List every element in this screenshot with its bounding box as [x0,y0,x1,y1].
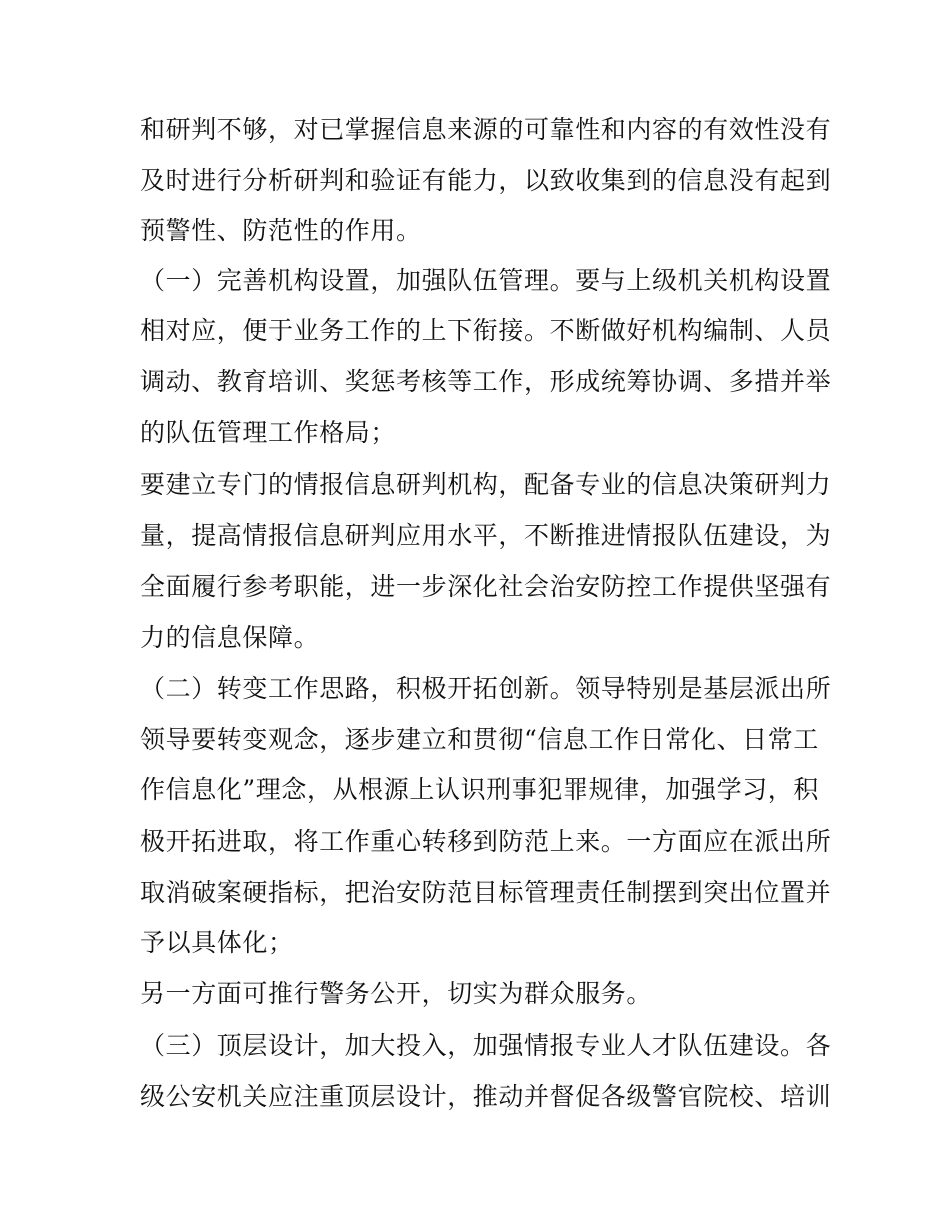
text-line: 预警性、防范性的作用。 [140,216,422,245]
section-heading-line: （二）转变工作思路，积极开拓创新。领导特别是基层派出所 [140,674,832,703]
text-line: 要建立专门的情报信息研判机构，配备专业的信息决策研判力 [140,470,832,499]
text-line: 领导要转变观念，逐步建立和贯彻“信息工作日常化、日常工 [140,725,819,754]
text-line: 极开拓进取，将工作重心转移到防范上来。一方面应在派出所 [140,827,832,856]
text-line: 力的信息保障。 [140,623,320,652]
text-line: 作信息化”理念，从根源上认识刑事犯罪规律，加强学习，积 [140,775,819,804]
text-line: 调动、教育培训、奖惩考核等工作，形成统筹协调、多措并举 [140,367,832,396]
text-line: 量，提高情报信息研判应用水平，不断推进情报队伍建设，为 [140,521,832,550]
section-heading-line: （一）完善机构设置，加强队伍管理。要与上级机关机构设置 [140,266,832,295]
text-line: 级公安机关应注重顶层设计，推动并督促各级警官院校、培训 [140,1082,832,1111]
text-line: 相对应，便于业务工作的上下衔接。不断做好机构编制、人员 [140,316,832,345]
text-line: 和研判不够，对已掌握信息来源的可靠性和内容的有效性没有 [140,115,832,144]
section-heading-line: （三）顶层设计，加大投入，加强情报专业人才队伍建设。各 [140,1031,832,1060]
text-line: 的队伍管理工作格局； [140,418,397,447]
text-line: 取消破案硬指标，把治安防范目标管理责任制摆到突出位置并 [140,878,832,907]
text-line: 予以具体化； [140,928,294,957]
text-line: 另一方面可推行警务公开，切实为群众服务。 [140,979,653,1008]
text-line: 全面履行参考职能，进一步深化社会治安防控工作提供坚强有 [140,572,832,601]
text-line: 及时进行分析研判和验证有能力，以致收集到的信息没有起到 [140,166,832,195]
